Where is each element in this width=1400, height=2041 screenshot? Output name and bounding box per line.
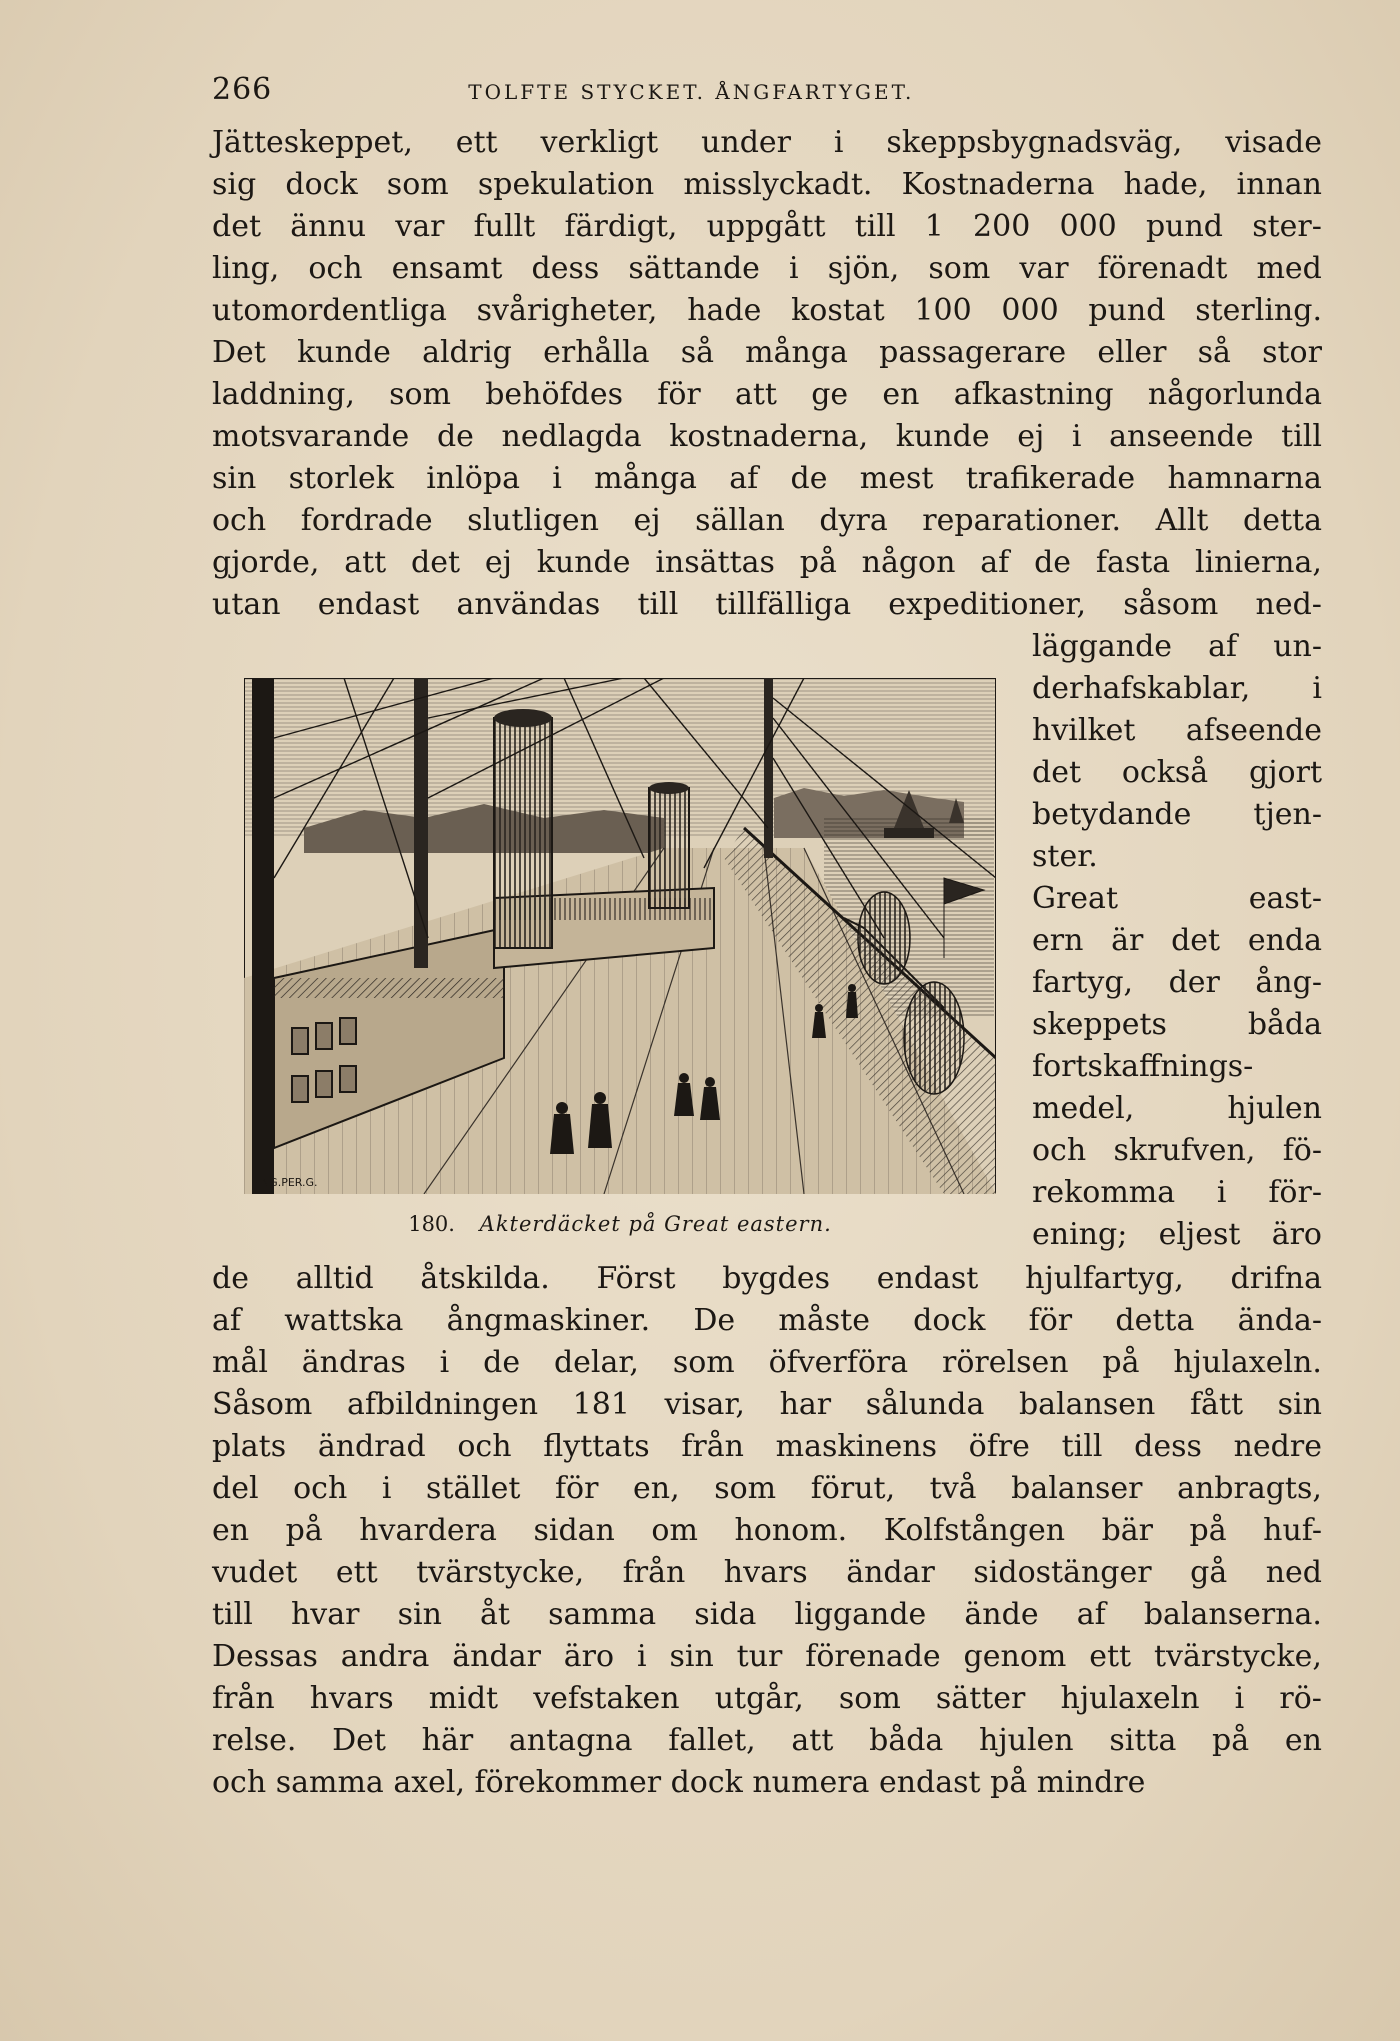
text-line: Dessas andra ändar äro i sin tur förenade genom ett tvärstycke, — [212, 1639, 1322, 1674]
text-line: mål ändras i de delar, som öfverföra rörelsen på hjulaxeln. — [212, 1345, 1322, 1380]
text-line: sig dock som spekulation misslyckadt. Kostnaderna hade, innan — [212, 167, 1322, 202]
text-line: Såsom afbildningen 181 visar, har sålunda balansen fått sin — [212, 1387, 1322, 1422]
text-line: plats ändrad och flyttats från maskinens öfre till dess nedre — [212, 1429, 1322, 1464]
text-line: laddning, som behöfdes för att ge en afkastning någorlunda — [212, 377, 1322, 412]
text-line: och samma axel, förekommer dock numera endast på mindre — [212, 1765, 1146, 1800]
page-number: 266 — [212, 72, 273, 107]
figure-caption-text: Akterdäcket på Great eastern. — [479, 1212, 832, 1236]
text-line: Great east- — [1032, 881, 1322, 916]
text-line: del och i stället för en, som förut, två balanser anbragts, — [212, 1471, 1322, 1506]
text-line: gjorde, att det ej kunde insättas på någon af de fasta linierna, — [212, 545, 1322, 580]
text-line: ern är det enda — [1032, 923, 1322, 958]
text-line: läggande af un- — [1032, 629, 1322, 664]
text-line: vudet ett tvärstycke, från hvars ändar sidostänger gå ned — [212, 1555, 1322, 1590]
engraver-mark: ENG.PER.G. — [254, 1176, 318, 1189]
figure-number: 180. — [408, 1212, 455, 1236]
text-line: rekomma i för- — [1032, 1175, 1322, 1210]
text-line: af wattska ångmaskiner. De måste dock för detta ända- — [212, 1303, 1322, 1338]
text-line: till hvar sin åt samma sida liggande ände af balanserna. — [212, 1597, 1322, 1632]
text-line: ster. — [1032, 839, 1098, 874]
text-line: ening; eljest äro — [1032, 1217, 1322, 1252]
text-line: och skrufven, fö- — [1032, 1133, 1322, 1168]
text-line: fortskaffnings- — [1032, 1049, 1254, 1084]
text-line: ling, och ensamt dess sättande i sjön, som var förenadt med — [212, 251, 1322, 286]
running-head: TOLFTE STYCKET. ÅNGFARTYGET. — [468, 80, 915, 104]
figure-engraving-afterdeck — [244, 678, 996, 1194]
text-line: betydande tjen- — [1032, 797, 1322, 832]
text-line: fartyg, der ång- — [1032, 965, 1322, 1000]
text-line: motsvarande de nedlagda kostnaderna, kunde ej i anseende till — [212, 419, 1322, 454]
text-line: hvilket afseende — [1032, 713, 1322, 748]
text-line: och fordrade slutligen ej sällan dyra reparationer. Allt detta — [212, 503, 1322, 538]
text-line: de alltid åtskilda. Först bygdes endast hjulfartyg, drifna — [212, 1261, 1322, 1296]
text-line: en på hvardera sidan om honom. Kolfstången bär på huf- — [212, 1513, 1322, 1548]
text-line: det också gjort — [1032, 755, 1322, 790]
figure-caption — [244, 1206, 996, 1242]
text-line: Jätteskeppet, ett verkligt under i skeppsbygnadsväg, visade — [212, 125, 1322, 160]
text-line: derhafskablar, i — [1032, 671, 1322, 706]
page-header — [212, 72, 1322, 112]
text-line: medel, hjulen — [1032, 1091, 1322, 1126]
engraving-illustration — [244, 678, 996, 1194]
text-line: relse. Det här antagna fallet, att båda hjulen sitta på en — [212, 1723, 1322, 1758]
text-line: skeppets båda — [1032, 1007, 1322, 1042]
text-line: utomordentliga svårigheter, hade kostat 100 000 pund sterling. — [212, 293, 1322, 328]
text-line: Det kunde aldrig erhålla så många passagerare eller så stor — [212, 335, 1322, 370]
text-line: från hvars midt vefstaken utgår, som sätter hjulaxeln i rö- — [212, 1681, 1322, 1716]
text-line: sin storlek inlöpa i många af de mest trafikerade hamnarna — [212, 461, 1322, 496]
text-line: det ännu var fullt färdigt, uppgått till 1 200 000 pund ster- — [212, 209, 1322, 244]
text-line: utan endast användas till tillfälliga expeditioner, såsom ned- — [212, 587, 1322, 622]
